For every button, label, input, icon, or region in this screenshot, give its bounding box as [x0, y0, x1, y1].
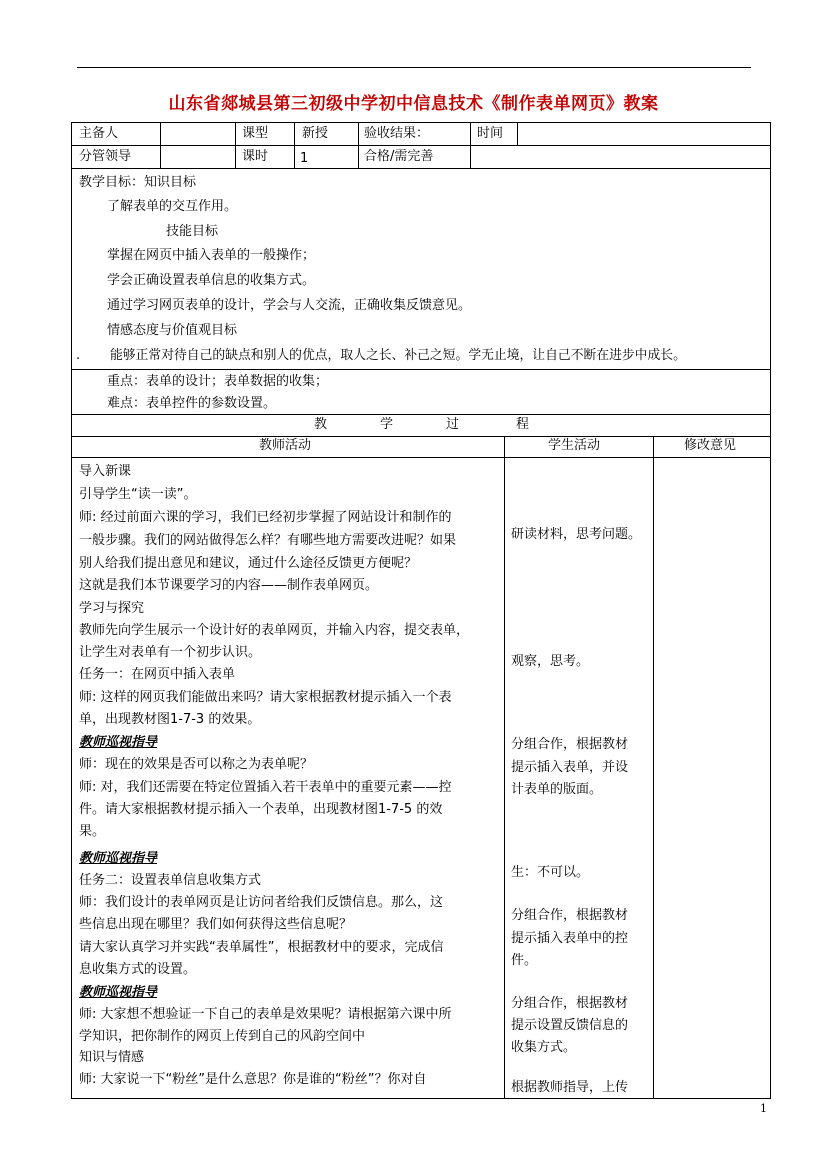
document-title: 山东省郯城县第三初级中学初中信息技术《制作表单网页》教案	[168, 94, 659, 114]
column-header-revision: 修改意见	[684, 438, 737, 453]
teacher-line: 师: 经过前面六课的学习，我们已经初步掌握了网站设计和制作的	[79, 510, 452, 525]
teacher-line: 师: 大家想不想验证一下自己的表单是效果呢？请根据第六课中所	[79, 1007, 452, 1022]
value-acceptance-result: 合格/需完善	[364, 149, 434, 164]
teacher-line: 单，出现教材图1-7-3 的效果。	[79, 712, 261, 727]
teacher-line: 教师先向学生展示一个设计好的表单网页，并输入内容，提交表单，	[79, 623, 470, 638]
student-line: 分组合作，根据教材	[511, 908, 629, 923]
value-lesson-type: 新授	[302, 126, 329, 141]
value-periods: 1	[300, 151, 309, 166]
student-line: 分组合作，根据教材	[511, 996, 629, 1011]
difficult-point: 难点：表单控件的参数设置。	[107, 396, 277, 411]
student-line: 分组合作，根据教材	[511, 737, 629, 752]
teacher-line: 这就是我们本节课要学习的内容——制作表单网页。	[79, 578, 379, 593]
teacher-line: 师: 这样的网页我们能做出来吗？请大家根据教材提示插入一个表	[79, 690, 452, 705]
teacher-line: 任务二：设置表单信息收集方式	[79, 873, 262, 888]
teacher-line: 师: 对，我们还需要在特定位置插入若干表单中的重要元素——控	[79, 780, 452, 795]
teacher-line: 师：现在的效果是否可以称之为表单呢？	[79, 757, 314, 772]
objectives-line: 了解表单的交互作用。	[107, 199, 238, 214]
teacher-line: 师：我们设计的表单网页是让访问者给我们反馈信息。那么，这	[79, 895, 444, 910]
teacher-line: 一般步骤。我们的网站做得怎么样？有哪些地方需要改进呢？如果	[79, 533, 457, 548]
process-heading-char: 教	[314, 417, 328, 432]
label-acceptance: 验收结果：	[364, 126, 430, 141]
student-line: 计表单的版面。	[511, 782, 603, 797]
process-heading-char: 过	[446, 417, 460, 432]
student-line: 生：不可以。	[511, 865, 590, 880]
student-line: 提示设置反馈信息的	[511, 1018, 629, 1033]
label-time: 时间	[477, 126, 504, 141]
column-header-teacher: 教师活动	[259, 438, 312, 453]
student-line: 件。	[511, 953, 538, 968]
student-line: 研读材料，思考问题。	[511, 527, 642, 542]
teacher-note: 教师巡视指导	[79, 735, 158, 750]
process-heading-char: 学	[380, 417, 394, 432]
teacher-line: 让学生对表单有一个初步认识。	[79, 645, 262, 660]
teacher-line: 息收集方式的设置。	[79, 962, 197, 977]
teacher-line: 导入新课	[79, 464, 132, 479]
label-lesson-type: 课型	[242, 126, 269, 141]
objectives-line: 技能目标	[166, 224, 219, 239]
student-line: 根据教师指导，上传	[511, 1080, 629, 1095]
teacher-note: 教师巡视指导	[79, 851, 158, 866]
teacher-line: 果。	[79, 824, 106, 839]
process-heading-char: 程	[516, 417, 530, 432]
teacher-line: 件。请大家根据教材提示插入一个表单，出现教材图1-7-5 的效	[79, 802, 443, 817]
student-line: 提示插入表单中的控	[511, 931, 629, 946]
objectives-line: 通过学习网页表单的设计，学会与人交流，正确收集反馈意见。	[107, 298, 472, 313]
teacher-line: 别人给我们提出意见和建议，通过什么途径反馈更方便呢？	[79, 556, 418, 571]
student-line: 观察，思考。	[511, 654, 590, 669]
student-line: 收集方式。	[511, 1040, 577, 1055]
objectives-line: 能够正常对待自己的缺点和别人的优点，取人之长、补己之短。学无止境，让自己不断在进步中成长。	[110, 348, 686, 363]
column-header-student: 学生活动	[548, 438, 601, 453]
objectives-line: 情感态度与价值观目标	[107, 323, 238, 338]
teacher-line: 师: 大家说一下“粉丝”是什么意思？你是谁的“粉丝”？你对自	[79, 1072, 427, 1087]
teacher-line: 任务一：在网页中插入表单	[79, 667, 236, 682]
header-rule	[77, 67, 751, 68]
objectives-line: 教学目标：知识目标	[79, 175, 197, 190]
student-line: 提示插入表单，并设	[511, 760, 629, 775]
teacher-note: 教师巡视指导	[79, 985, 158, 1000]
objectives-line: 学会正确设置表单信息的收集方式。	[107, 273, 316, 288]
teacher-line: 请大家认真学习并实践“表单属性”，根据教材中的要求，完成信	[79, 940, 444, 955]
objectives-bullet: .	[76, 348, 81, 363]
label-preparer: 主备人	[79, 126, 119, 141]
teacher-line: 学习与探究	[79, 601, 145, 616]
page-number: 1	[760, 1102, 767, 1115]
label-periods: 课时	[242, 149, 269, 164]
teacher-line: 学知识，把你制作的网页上传到自己的风韵空间中	[79, 1029, 366, 1044]
label-supervisor: 分管领导	[79, 149, 132, 164]
key-point: 重点：表单的设计；表单数据的收集；	[107, 374, 329, 389]
objectives-line: 掌握在网页中插入表单的一般操作；	[107, 248, 316, 263]
teacher-line: 些信息出现在哪里？我们如何获得这些信息呢？	[79, 917, 353, 932]
teacher-line: 知识与情感	[79, 1050, 145, 1065]
teacher-line: 引导学生“读一读”。	[79, 487, 197, 502]
